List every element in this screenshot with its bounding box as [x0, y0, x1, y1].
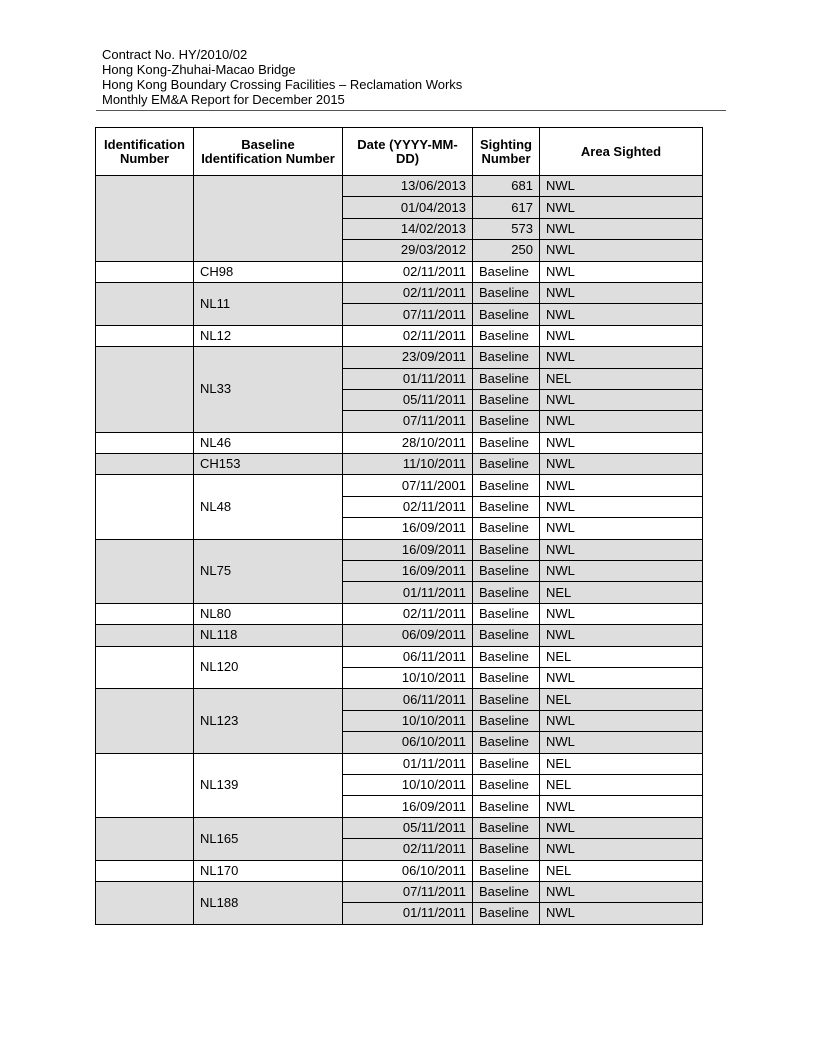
area-sighted-cell: NWL — [540, 710, 703, 731]
date-cell: 02/11/2011 — [343, 496, 473, 517]
date-cell: 06/11/2011 — [343, 646, 473, 667]
table-row — [96, 625, 703, 646]
baseline-id-cell: CH153 — [194, 454, 343, 475]
sighting-number-cell: Baseline — [473, 625, 540, 646]
baseline-id-cell: NL46 — [194, 432, 343, 453]
table-row — [96, 817, 703, 838]
table-row — [96, 347, 703, 368]
contract-number: Contract No. HY/2010/02 — [102, 47, 248, 62]
area-sighted-cell: NWL — [540, 881, 703, 902]
sighting-number-cell: Baseline — [473, 539, 540, 560]
identification-number-cell — [96, 325, 194, 346]
date-cell: 16/09/2011 — [343, 518, 473, 539]
baseline-id-cell: NL12 — [194, 325, 343, 346]
project-name: Hong Kong-Zhuhai-Macao Bridge — [102, 62, 296, 77]
identification-number-cell — [96, 432, 194, 453]
area-sighted-cell: NWL — [540, 304, 703, 325]
identification-number-cell — [96, 753, 194, 817]
table-row — [96, 282, 703, 303]
date-cell: 16/09/2011 — [343, 796, 473, 817]
sighting-number-cell: Baseline — [473, 839, 540, 860]
area-sighted-cell: NWL — [540, 240, 703, 261]
col-header-area: Area Sighted — [540, 128, 703, 176]
date-cell: 05/11/2011 — [343, 389, 473, 410]
date-cell: 11/10/2011 — [343, 454, 473, 475]
table-row — [96, 475, 703, 496]
sighting-number-cell: Baseline — [473, 561, 540, 582]
date-cell: 07/11/2011 — [343, 411, 473, 432]
sighting-number-cell: Baseline — [473, 796, 540, 817]
date-cell: 07/11/2001 — [343, 475, 473, 496]
identification-number-cell — [96, 881, 194, 924]
date-cell: 16/09/2011 — [343, 539, 473, 560]
baseline-id-cell: NL80 — [194, 603, 343, 624]
sighting-number-cell: Baseline — [473, 603, 540, 624]
date-cell: 14/02/2013 — [343, 218, 473, 239]
date-cell: 02/11/2011 — [343, 603, 473, 624]
date-cell: 02/11/2011 — [343, 839, 473, 860]
area-sighted-cell: NWL — [540, 454, 703, 475]
sighting-number-cell: Baseline — [473, 475, 540, 496]
identification-number-cell — [96, 282, 194, 325]
baseline-id-cell: NL75 — [194, 539, 343, 603]
sighting-number-cell: 681 — [473, 176, 540, 197]
area-sighted-cell: NWL — [540, 496, 703, 517]
sighting-number-cell: Baseline — [473, 282, 540, 303]
table-row — [96, 176, 703, 197]
area-sighted-cell: NWL — [540, 218, 703, 239]
area-sighted-cell: NWL — [540, 625, 703, 646]
date-cell: 23/09/2011 — [343, 347, 473, 368]
baseline-id-cell: NL123 — [194, 689, 343, 753]
area-sighted-cell: NWL — [540, 539, 703, 560]
sighting-number-cell: Baseline — [473, 432, 540, 453]
sighting-number-cell: Baseline — [473, 689, 540, 710]
works-name: Hong Kong Boundary Crossing Facilities – Reclamation Works — [102, 77, 463, 92]
sighting-number-cell: Baseline — [473, 347, 540, 368]
table-row — [96, 603, 703, 624]
date-cell: 10/10/2011 — [343, 710, 473, 731]
identification-number-cell — [96, 625, 194, 646]
baseline-id-cell: NL118 — [194, 625, 343, 646]
area-sighted-cell: NEL — [540, 774, 703, 795]
sighting-number-cell: Baseline — [473, 667, 540, 688]
identification-number-cell — [96, 261, 194, 282]
date-cell: 06/10/2011 — [343, 860, 473, 881]
area-sighted-cell: NEL — [540, 860, 703, 881]
date-cell: 29/03/2012 — [343, 240, 473, 261]
baseline-id-cell: NL170 — [194, 860, 343, 881]
table-row — [96, 753, 703, 774]
header-divider — [96, 110, 726, 111]
table-row — [96, 689, 703, 710]
col-header-date: Date (YYYY-MM-DD) — [343, 128, 473, 176]
table-row — [96, 539, 703, 560]
identification-number-cell — [96, 603, 194, 624]
area-sighted-cell: NWL — [540, 817, 703, 838]
baseline-id-cell — [194, 176, 343, 262]
date-cell: 05/11/2011 — [343, 817, 473, 838]
date-cell: 01/04/2013 — [343, 197, 473, 218]
sighting-number-cell: Baseline — [473, 817, 540, 838]
date-cell: 10/10/2011 — [343, 774, 473, 795]
area-sighted-cell: NEL — [540, 689, 703, 710]
date-cell: 10/10/2011 — [343, 667, 473, 688]
area-sighted-cell: NWL — [540, 411, 703, 432]
date-cell: 16/09/2011 — [343, 561, 473, 582]
area-sighted-cell: NEL — [540, 582, 703, 603]
table-body — [96, 176, 703, 925]
area-sighted-cell: NWL — [540, 475, 703, 496]
sighting-number-cell: Baseline — [473, 454, 540, 475]
date-cell: 02/11/2011 — [343, 261, 473, 282]
sighting-number-cell: Baseline — [473, 518, 540, 539]
area-sighted-cell: NWL — [540, 197, 703, 218]
date-cell: 01/11/2011 — [343, 582, 473, 603]
baseline-id-cell: CH98 — [194, 261, 343, 282]
table-row — [96, 860, 703, 881]
table-header-row — [96, 128, 703, 176]
table-row — [96, 432, 703, 453]
report-title: Monthly EM&A Report for December 2015 — [102, 92, 345, 107]
area-sighted-cell: NWL — [540, 282, 703, 303]
area-sighted-cell: NWL — [540, 603, 703, 624]
sighting-number-cell: Baseline — [473, 582, 540, 603]
table-row — [96, 646, 703, 667]
sighting-number-cell: Baseline — [473, 389, 540, 410]
sighting-number-cell: Baseline — [473, 753, 540, 774]
sighting-number-cell: Baseline — [473, 732, 540, 753]
area-sighted-cell: NWL — [540, 176, 703, 197]
sighting-number-cell: Baseline — [473, 325, 540, 346]
identification-number-cell — [96, 539, 194, 603]
date-cell: 01/11/2011 — [343, 903, 473, 924]
date-cell: 01/11/2011 — [343, 753, 473, 774]
area-sighted-cell: NWL — [540, 561, 703, 582]
table-row — [96, 325, 703, 346]
date-cell: 02/11/2011 — [343, 282, 473, 303]
identification-number-cell — [96, 860, 194, 881]
sighting-number-cell: Baseline — [473, 903, 540, 924]
sighting-number-cell: Baseline — [473, 774, 540, 795]
sighting-number-cell: 573 — [473, 218, 540, 239]
area-sighted-cell: NWL — [540, 389, 703, 410]
sighting-number-cell: Baseline — [473, 646, 540, 667]
sighting-number-cell: Baseline — [473, 881, 540, 902]
date-cell: 01/11/2011 — [343, 368, 473, 389]
baseline-id-cell: NL48 — [194, 475, 343, 539]
area-sighted-cell: NWL — [540, 325, 703, 346]
identification-number-cell — [96, 475, 194, 539]
area-sighted-cell: NEL — [540, 368, 703, 389]
baseline-id-cell: NL33 — [194, 347, 343, 433]
col-header-sighting: Sighting Number — [473, 128, 540, 176]
area-sighted-cell: NWL — [540, 667, 703, 688]
baseline-id-cell: NL165 — [194, 817, 343, 860]
col-header-baseline: Baseline Identification Number — [194, 128, 343, 176]
area-sighted-cell: NWL — [540, 432, 703, 453]
baseline-id-cell: NL139 — [194, 753, 343, 817]
area-sighted-cell: NWL — [540, 839, 703, 860]
col-header-id: Identification Number — [96, 128, 194, 176]
sighting-table — [95, 127, 703, 925]
baseline-id-cell: NL188 — [194, 881, 343, 924]
sighting-number-cell: 617 — [473, 197, 540, 218]
area-sighted-cell: NWL — [540, 347, 703, 368]
baseline-id-cell: NL11 — [194, 282, 343, 325]
area-sighted-cell: NWL — [540, 732, 703, 753]
sighting-number-cell: Baseline — [473, 411, 540, 432]
area-sighted-cell: NWL — [540, 796, 703, 817]
report-header — [102, 47, 726, 107]
identification-number-cell — [96, 347, 194, 433]
area-sighted-cell: NWL — [540, 903, 703, 924]
date-cell: 02/11/2011 — [343, 325, 473, 346]
sighting-number-cell: Baseline — [473, 710, 540, 731]
sighting-number-cell: Baseline — [473, 304, 540, 325]
date-cell: 28/10/2011 — [343, 432, 473, 453]
date-cell: 06/10/2011 — [343, 732, 473, 753]
sighting-number-cell: Baseline — [473, 860, 540, 881]
baseline-id-cell: NL120 — [194, 646, 343, 689]
identification-number-cell — [96, 454, 194, 475]
date-cell: 07/11/2011 — [343, 304, 473, 325]
area-sighted-cell: NWL — [540, 261, 703, 282]
date-cell: 06/09/2011 — [343, 625, 473, 646]
sighting-number-cell: Baseline — [473, 261, 540, 282]
sighting-number-cell: Baseline — [473, 496, 540, 517]
table-row — [96, 881, 703, 902]
sighting-number-cell: 250 — [473, 240, 540, 261]
date-cell: 06/11/2011 — [343, 689, 473, 710]
area-sighted-cell: NEL — [540, 646, 703, 667]
area-sighted-cell: NWL — [540, 518, 703, 539]
identification-number-cell — [96, 176, 194, 262]
date-cell: 13/06/2013 — [343, 176, 473, 197]
date-cell: 07/11/2011 — [343, 881, 473, 902]
table-row — [96, 454, 703, 475]
identification-number-cell — [96, 646, 194, 689]
identification-number-cell — [96, 689, 194, 753]
identification-number-cell — [96, 817, 194, 860]
sighting-number-cell: Baseline — [473, 368, 540, 389]
area-sighted-cell: NEL — [540, 753, 703, 774]
table-row — [96, 261, 703, 282]
